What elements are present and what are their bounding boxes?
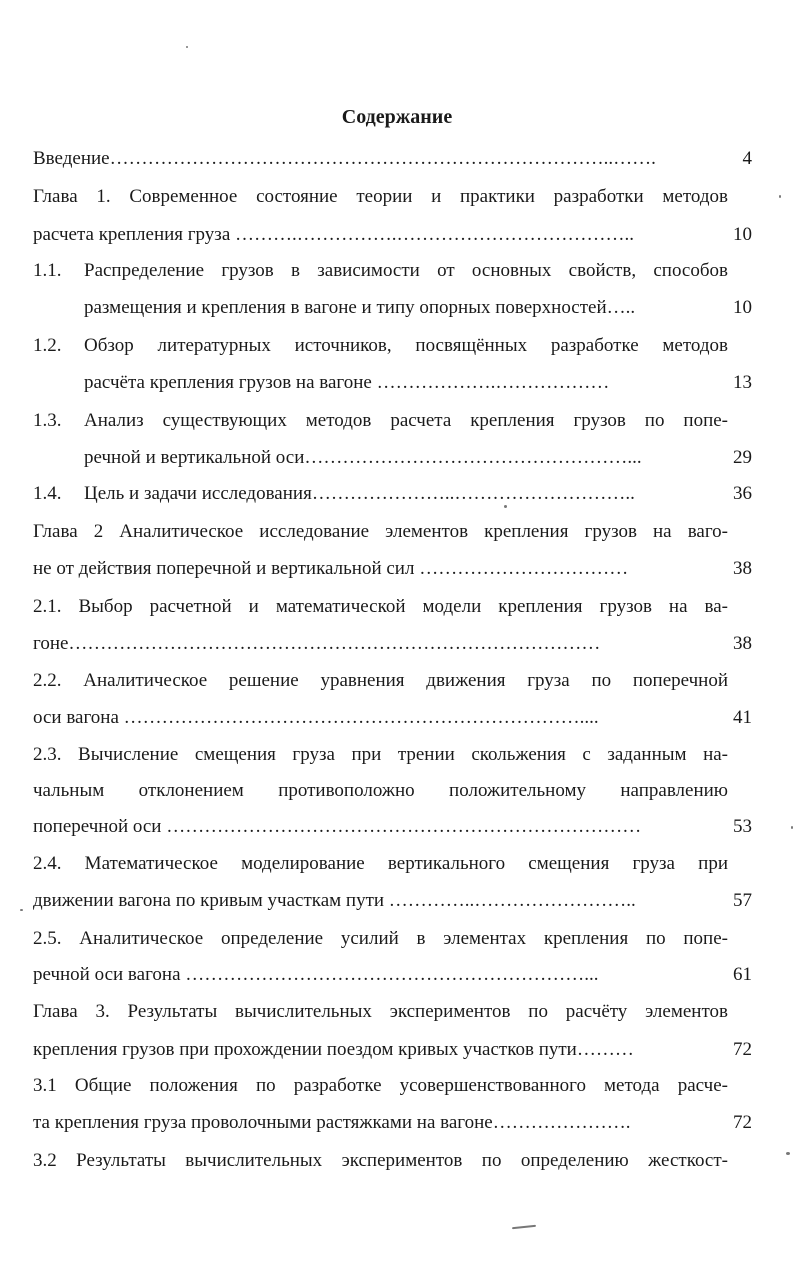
scan-speck	[20, 909, 23, 911]
page-number: 10	[733, 297, 752, 318]
toc-entry-line: Распределение грузов в зависимости от основных свойств, способов	[84, 260, 728, 281]
page-number: 72	[733, 1039, 752, 1060]
page-number: 57	[733, 890, 752, 911]
toc-entry-line: крепления грузов при прохождении поездом кривых участков пути………	[33, 1039, 634, 1060]
toc-entry-line: расчета крепления груза ……….…………….………………………………..	[33, 224, 634, 245]
section-number: 1.3.	[33, 410, 62, 431]
scan-speck	[791, 826, 793, 829]
toc-entry-line: Введение……………………………………………………………………..…….	[33, 148, 656, 169]
scan-speck	[786, 1152, 790, 1155]
toc-entry-line: 2.2. Аналитическое решение уравнения движения груза по поперечной	[33, 670, 728, 691]
section-number: 1.4.	[33, 483, 62, 504]
toc-entry-line: гоне…………………………………………………………………………	[33, 633, 601, 654]
page-number: 36	[733, 483, 752, 504]
toc-entry-line: поперечной оси …………………………………………………………………	[33, 816, 642, 837]
toc-entry-line: речной оси вагона ………………………………………………………...	[33, 964, 599, 985]
page-number: 72	[733, 1112, 752, 1133]
toc-entry-line: движении вагона по кривым участкам пути …………..……………………..	[33, 890, 636, 911]
toc-entry-line: Глава 1. Современное состояние теории и практики разработки методов	[33, 186, 728, 207]
page-title: Содержание	[341, 106, 453, 128]
page-number: 29	[733, 447, 752, 468]
section-number: 1.1.	[33, 260, 62, 281]
scan-speck	[512, 1225, 536, 1229]
toc-entry-line: размещения и крепления в вагоне и типу опорных поверхностей…..	[84, 297, 636, 318]
toc-entry-line: не от действия поперечной и вертикальной сил ……………………………	[33, 558, 629, 579]
toc-entry-line: 2.4. Математическое моделирование вертикального смещения груза при	[33, 853, 728, 874]
toc-entry-line: 2.5. Аналитическое определение усилий в элементах крепления по попе-	[33, 928, 728, 949]
toc-entry-line: оси вагона ………………………………………………………………....	[33, 707, 599, 728]
toc-entry-line: Глава 2 Аналитическое исследование элементов крепления грузов на ваго-	[33, 521, 728, 542]
toc-entry-line: чальным отклонением противоположно положительному направлению	[33, 780, 728, 801]
section-number: 1.2.	[33, 335, 62, 356]
page-number: 41	[733, 707, 752, 728]
toc-entry-line: Цель и задачи исследования…………………..………………………..	[84, 483, 635, 504]
toc-entry-line: 3.1 Общие положения по разработке усовершенствованного метода расче-	[33, 1075, 728, 1096]
page-number: 13	[733, 372, 752, 393]
page-number: 38	[733, 558, 752, 579]
toc-entry-line: речной и вертикальной оси……………………………………………...	[84, 447, 642, 468]
toc-entry-line: Обзор литературных источников, посвящённых разработке методов	[84, 335, 728, 356]
toc-entry-line: 2.1. Выбор расчетной и математической модели крепления грузов на ва-	[33, 596, 728, 617]
toc-entry-line: Анализ существующих методов расчета крепления грузов по попе-	[84, 410, 728, 431]
scan-speck	[186, 46, 188, 48]
page-number: 38	[733, 633, 752, 654]
toc-entry-line: та крепления груза проволочными растяжками на вагоне………………….	[33, 1112, 631, 1133]
page-number: 10	[733, 224, 752, 245]
scan-speck	[504, 505, 507, 508]
toc-entry-line: 2.3. Вычисление смещения груза при трении скольжения с заданным на-	[33, 744, 728, 765]
toc-entry-line: Глава 3. Результаты вычислительных экспериментов по расчёту элементов	[33, 1001, 728, 1022]
toc-entry-line: расчёта крепления грузов на вагоне ……………….………………	[84, 372, 610, 393]
toc-entry-line: 3.2 Результаты вычислительных экспериментов по определению жесткост-	[33, 1150, 728, 1171]
page-number: 4	[742, 148, 752, 169]
page-number: 61	[733, 964, 752, 985]
page-number: 53	[733, 816, 752, 837]
scan-speck	[779, 195, 781, 198]
